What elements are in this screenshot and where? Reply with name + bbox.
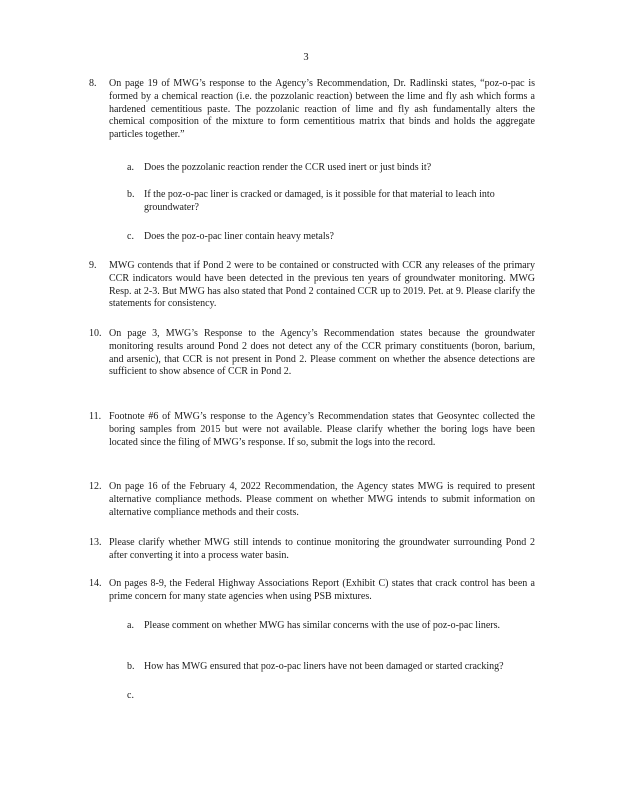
sub-number: a.	[127, 162, 134, 173]
question-number: 14.	[89, 578, 102, 589]
sub-number: c.	[127, 231, 134, 242]
question-number: 9.	[89, 260, 97, 271]
question-text: Please clarify whether MWG still intends to continue monitoring the groundwater surrounding Pond 2 after converting it into a process water basin.	[109, 537, 535, 561]
question-12	[89, 481, 535, 519]
question-number: 8.	[89, 78, 97, 89]
question-number: 12.	[89, 481, 102, 492]
question-text: On pages 8-9, the Federal Highway Associations Report (Exhibit C) states that crack control has been a prime concern for many state agencies when using PSB mixtures.	[109, 578, 535, 602]
sub-number: c.	[127, 690, 134, 701]
sub-number: b.	[127, 189, 135, 200]
sub-text: Does the pozzolanic reaction render the CCR used inert or just binds it?	[144, 162, 432, 173]
question-8-sub-c	[127, 231, 539, 244]
question-number: 10.	[89, 328, 102, 339]
question-14-sub-a	[127, 620, 539, 633]
sub-text: If the poz-o-pac liner is cracked or damaged, is it possible for that material to leach into groundwater?	[144, 189, 495, 213]
question-10	[89, 328, 535, 379]
question-14-sub-b	[127, 661, 539, 674]
question-text: Footnote #6 of MWG’s response to the Agency’s Recommendation states that Geosyntec collected the boring samples from 2015 but were not available. Please clarify whether the boring logs have been located since the filing of MWG’s response. If so, submit the logs into the record.	[109, 411, 535, 448]
page-number: 3	[303, 52, 309, 63]
question-text: On page 19 of MWG’s response to the Agency’s Recommendation, Dr. Radlinski states, “poz-o-pac is formed by a chemical reaction (i.e. the pozzolanic reaction) between the lime and fly ash which forms a hardened cementitious paste. The pozzolanic reaction of lime and fly ash fundamentally alters the chemical composition of the mixture to form cementitious matrix that binds and holds the aggregate particles together.”	[109, 78, 535, 141]
question-8-sub-b	[127, 189, 539, 215]
question-13	[89, 537, 535, 563]
question-text: MWG contends that if Pond 2 were to be contained or constructed with CCR any releases of the primary CCR indicators would have been detected in the previous ten years of groundwater monitoring. MWG Resp. at 2-3. But MWG has also stated that Pond 2 contained CCR up to 2019. Pet. at 9. Please clarify the statements for consistency.	[109, 260, 535, 310]
question-8	[89, 78, 535, 142]
question-text: On page 3, MWG’s Response to the Agency’s Recommendation states because the groundwater monitoring results around Pond 2 does not detect any of the CCR primary constituents (boron, barium, and arsenic), that CCR is not present in Pond 2. Please comment on whether the absence detections are sufficient to show absence of CCR in Pond 2.	[109, 328, 535, 378]
sub-number: a.	[127, 620, 134, 631]
sub-text: Please comment on whether MWG has similar concerns with the use of poz-o-pac liners.	[144, 620, 501, 631]
question-number: 13.	[89, 537, 102, 548]
sub-text: How has MWG ensured that poz-o-pac liners have not been damaged or started cracking?	[144, 661, 504, 672]
sub-text: Does the poz-o-pac liner contain heavy metals?	[144, 231, 334, 242]
question-8-sub-a	[127, 162, 539, 175]
question-text: On page 16 of the February 4, 2022 Recommendation, the Agency states MWG is required to present alternative compliance methods. Please comment on whether MWG intends to submit information on alternative compliance methods and their costs.	[109, 481, 535, 518]
question-14	[89, 578, 535, 604]
sub-number: b.	[127, 661, 135, 672]
question-number: 11.	[89, 411, 102, 422]
question-11	[89, 411, 535, 449]
question-9	[89, 260, 535, 311]
